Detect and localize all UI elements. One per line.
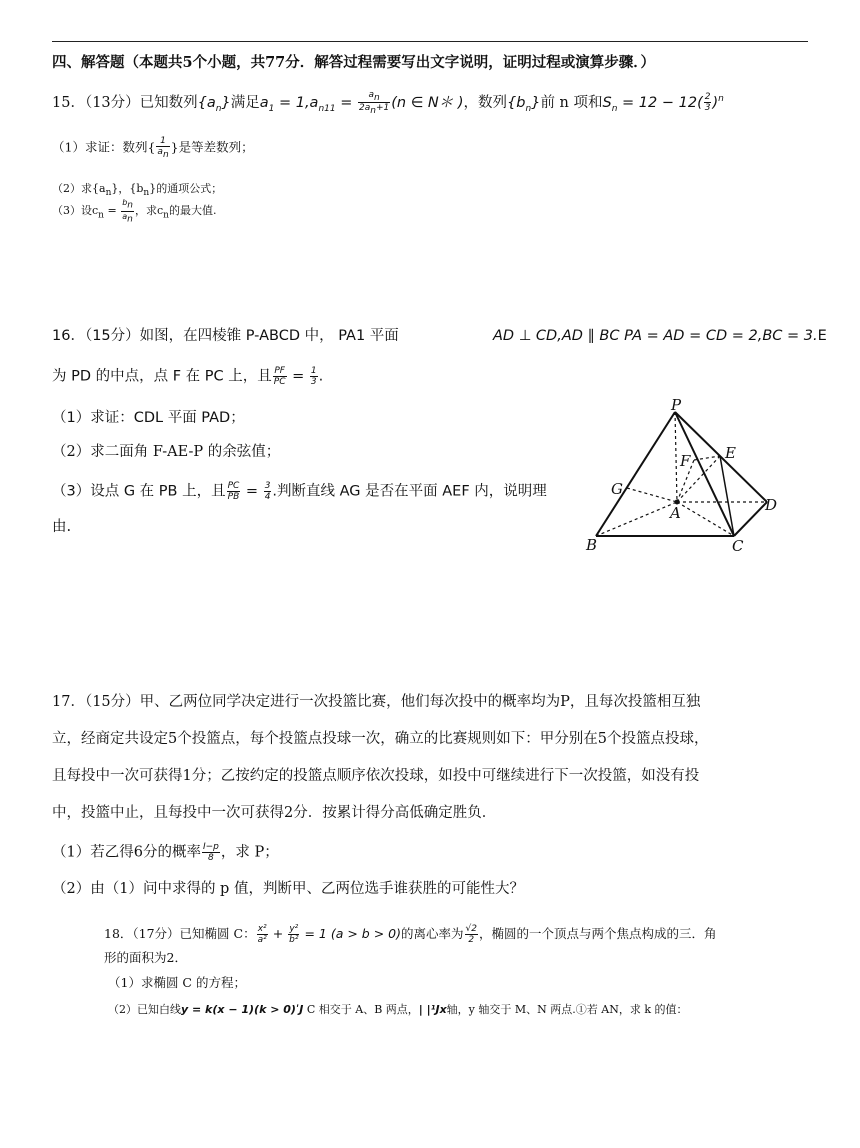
q17-part2: （2）由（1）问中求得的 p 值，判断甲、乙两位选手谁获胜的可能性大？ xyxy=(52,881,524,897)
top-rule xyxy=(52,41,808,42)
label-E: E xyxy=(725,444,736,462)
pyramid-figure xyxy=(582,398,792,558)
q18-part2: （2）已知白线y = k(x − 1)(k > 0)ʹJ C 相交于 A、B 两点，| |¹Jx轴，y 轴交于 M、N 两点.①若 AN，求 k 的值： xyxy=(108,1003,688,1016)
label-C: C xyxy=(732,537,744,555)
q18-line1: 18．（17分）已知椭圆 C： $\frac{\text{x²}}{\text{a²}}$ + $\frac{\text{y²}}{\text{b²}}$ = 1 (a > b > 0)的离心率为 $\frac{√2}{2}$ ，椭圆的一个顶点与两个焦点构成的三．角 xyxy=(104,924,717,945)
edge-PB xyxy=(596,412,675,536)
q15-part2: （2）求$\{a_n\}$，$\{b_n\}$的通项公式； xyxy=(52,182,223,199)
label-D: D xyxy=(765,496,778,514)
q15-number: 15． xyxy=(52,94,85,111)
q17-line2: 立，经商定共设定5个投篮点，每个投篮点投球一次，确立的比赛规则如下：甲分别在5个投篮点投球， xyxy=(52,731,709,747)
q17-line4: 中，投篮中止，且每投中一次可获得2分．按累计得分高低确定胜负． xyxy=(52,805,497,821)
q15-part3: （3）设$c_n$ = $\frac{b_n}{a_n}$ ，求$c_n$的最大值. xyxy=(52,198,217,225)
q15-stem: 15．（13分）已知数列$\{a_n\}$满足$a_1 = 1,a_{n11}$ = $\frac{a_n}{2a_n+1}$ (n ∈ N＊ )，数列$\{b_n\}$前 n 项和$S_n = 12 - 12$( $\frac{2}{3}$ )$^n$ xyxy=(52,89,724,117)
edge-PA xyxy=(675,412,677,502)
q16-part3: （3）设点 G 在 PB 上，且 $\frac{PC}{PB}$ = $\frac{3}{4}$ .判断直线 AG 是否在平面 AEF 内，说明理 xyxy=(52,481,547,502)
edge-AB xyxy=(596,502,677,536)
q18-part1: （1）求椭圆 C 的方程； xyxy=(108,975,246,990)
q16-conditions: AD ⊥ CD,AD ∥ BC PA = AD = CD = 2,BC = 3.E xyxy=(493,328,827,344)
edge-PC xyxy=(675,412,734,536)
q16-stem-line2: 为 PD 的中点，点 F 在 PC 上，且 $\frac{PF}{PC}$ = $\frac{1}{3}$ . xyxy=(52,366,324,387)
label-F: F xyxy=(680,452,691,470)
q17-line1: 17．（15分）甲、乙两位同学决定进行一次投篮比赛，他们每次投中的概率均为P，且每次投篮相互独 xyxy=(52,694,701,710)
q15-recurrence-fraction: $\frac{a_n}{2a_n+1}$ xyxy=(358,89,390,117)
q16-stem-line1: 16．（15分）如图，在四棱锥 P-ABCD 中， PA1 平面 xyxy=(52,328,399,344)
edge-CD xyxy=(734,502,767,536)
q16-part2: （2）求二面角 F-AE-P 的余弦值； xyxy=(52,444,281,460)
q17-line3: 且每投中一次可获得1分；乙按约定的投篮点顺序依次投球，如投中可继续进行下一次投篮，如没有投 xyxy=(52,768,700,784)
label-A: A xyxy=(670,504,681,522)
q16-part1: （1）求证：CDL 平面 PAD； xyxy=(52,410,245,426)
label-P: P xyxy=(671,398,682,414)
q16-part3-cont: 由. xyxy=(52,519,72,535)
label-G: G xyxy=(611,480,623,498)
edge-GA xyxy=(627,488,677,502)
q18-line2: 形的面积为2． xyxy=(104,950,187,965)
q15-part1: （1）求证：数列{ $\frac{1}{a_n}$ }是等差数列； xyxy=(52,136,254,160)
q17-part1: （1）若乙得6分的概率 $\frac{I-p}{8}$ ，求 P； xyxy=(52,842,279,863)
label-B: B xyxy=(586,536,598,554)
section-title: 四、解答题（本题共5个小题，共77分．解答过程需要写出文字说明，证明过程或演算步骤．） xyxy=(52,54,656,71)
